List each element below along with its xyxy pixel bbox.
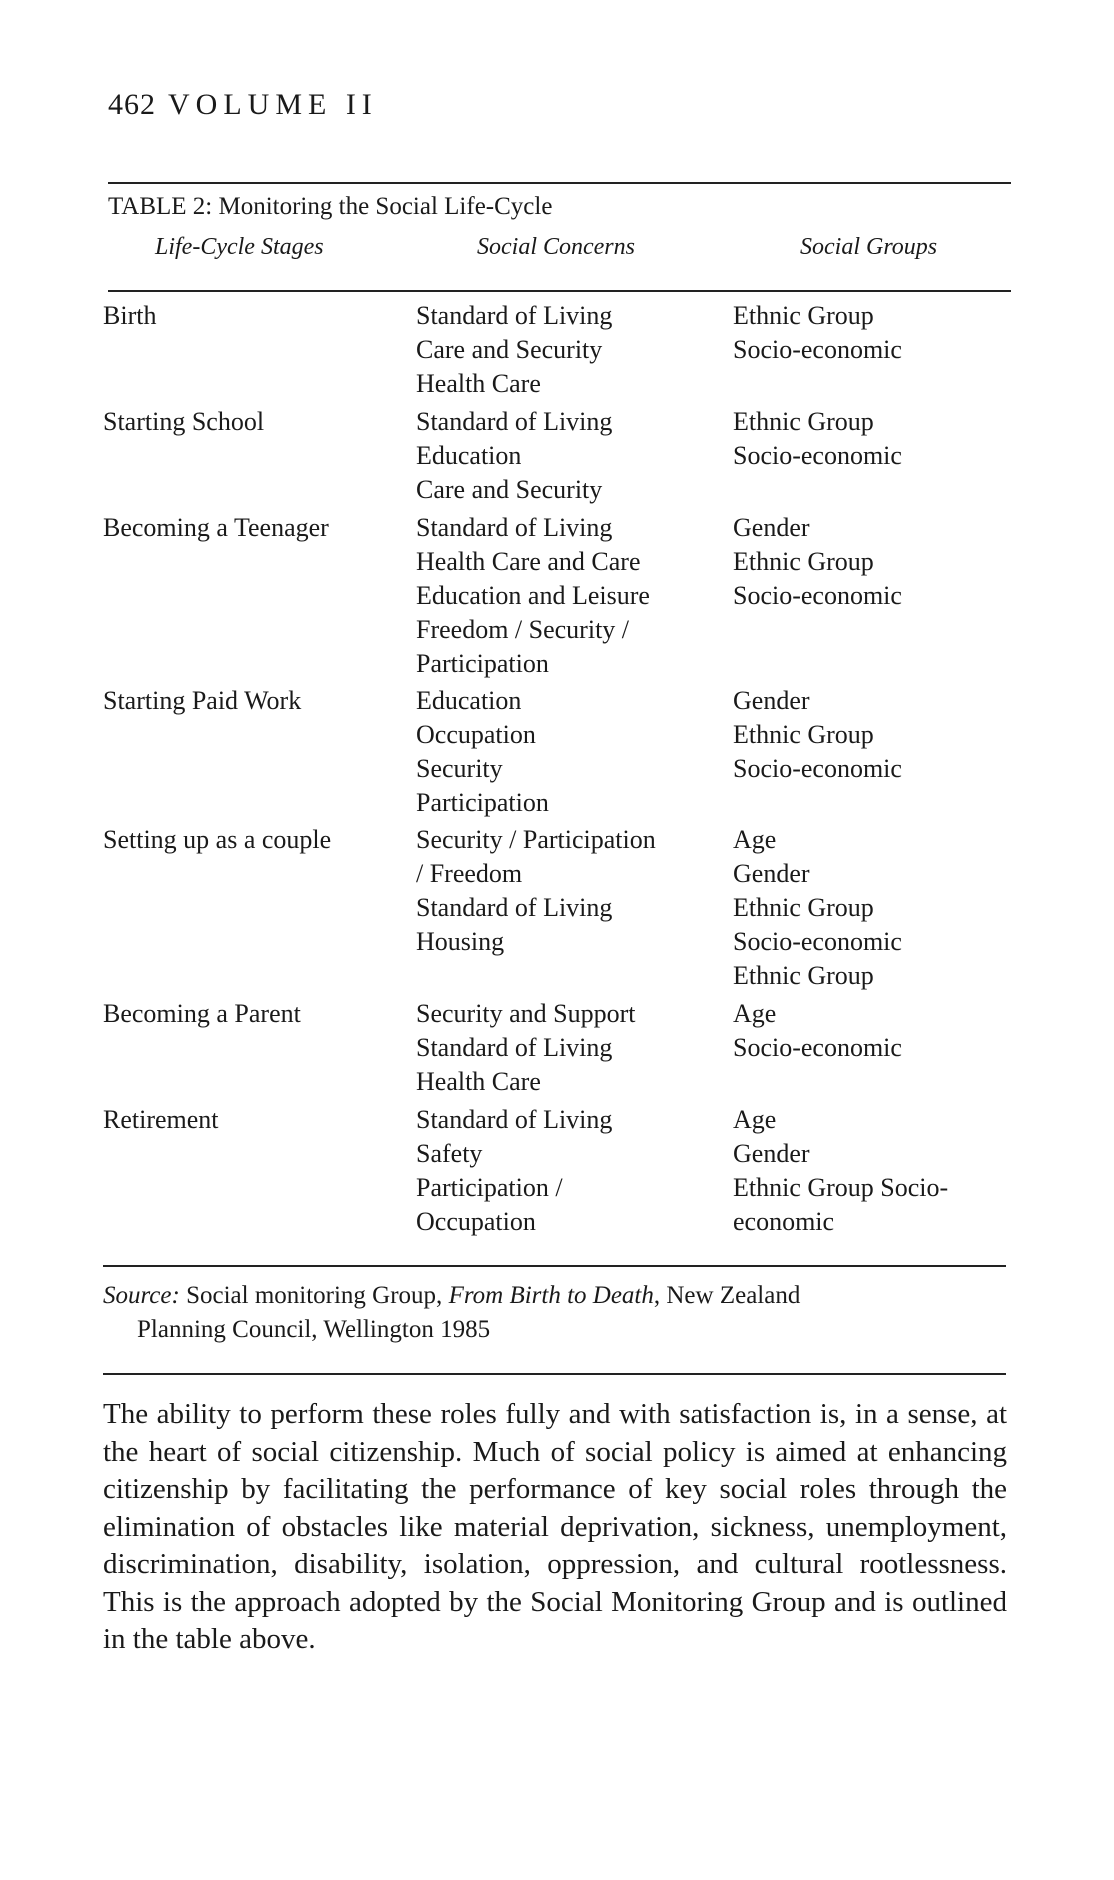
groups-cell bbox=[733, 405, 902, 473]
concern-line: Freedom / Security / bbox=[416, 615, 630, 644]
stage-cell bbox=[103, 1103, 219, 1137]
group-line: Ethnic Group bbox=[733, 407, 874, 436]
stage-text: Becoming a Teenager bbox=[103, 513, 329, 542]
stage-cell bbox=[103, 997, 301, 1031]
group-line: Gender bbox=[733, 686, 810, 715]
source-continuation: Planning Council, Wellington 1985 bbox=[137, 1316, 491, 1343]
concern-line: Education bbox=[416, 441, 522, 470]
concern-line: Housing bbox=[416, 927, 505, 956]
group-line: Socio-economic bbox=[733, 754, 902, 783]
concern-line: Standard of Living bbox=[416, 893, 613, 922]
body-paragraph: The ability to perform these roles fully and with satisfaction is, in a sense, at the heart of social citizenship. Much of social policy is aimed at enhancing citizenship by facilitating the performance of key social roles through the elimination of obstacles like material deprivation, sickness, unemployment, discrimination, disability, isolation, oppression, and cultural rootlessness. This is the approach adopted by the Social Monitoring Group and is outlined in the table above. bbox=[103, 1398, 1007, 1655]
groups-cell bbox=[733, 511, 902, 613]
stage-text: Becoming a Parent bbox=[103, 999, 301, 1028]
group-line: Ethnic Group bbox=[733, 547, 874, 576]
group-line: Socio-economic bbox=[733, 441, 902, 470]
concerns-cell bbox=[416, 1103, 612, 1239]
page-number: 462 bbox=[108, 88, 156, 121]
stage-text: Birth bbox=[103, 301, 157, 330]
concern-line: Security / Participation bbox=[416, 825, 656, 854]
concern-line: Education and Leisure bbox=[416, 581, 650, 610]
volume-label: VOLUME II bbox=[168, 88, 378, 121]
group-line: Socio-economic bbox=[733, 335, 902, 364]
concern-line: Standard of Living bbox=[416, 301, 613, 330]
concern-line: Security bbox=[416, 754, 503, 783]
group-line: Socio-economic bbox=[733, 1033, 902, 1062]
concerns-cell bbox=[416, 823, 656, 959]
concern-line: Health Care bbox=[416, 369, 541, 398]
table-bottom-rule bbox=[103, 1265, 1006, 1267]
concern-line: Participation bbox=[416, 649, 549, 678]
group-line: Gender bbox=[733, 1139, 810, 1168]
table-source-note bbox=[103, 1279, 800, 1347]
concern-line: Standard of Living bbox=[416, 513, 613, 542]
stage-text: Starting School bbox=[103, 407, 265, 436]
group-line: economic bbox=[733, 1207, 835, 1236]
concern-line: Health Care bbox=[416, 1067, 541, 1096]
column-header-concerns: Social Concerns bbox=[477, 234, 635, 260]
group-line: Ethnic Group bbox=[733, 720, 874, 749]
group-line: Gender bbox=[733, 513, 810, 542]
source-text-before: Social monitoring Group, bbox=[179, 1282, 449, 1309]
groups-cell bbox=[733, 823, 902, 993]
group-line: Socio-economic bbox=[733, 581, 902, 610]
running-header bbox=[108, 88, 378, 122]
concerns-cell bbox=[416, 684, 549, 820]
group-line: Age bbox=[733, 1105, 777, 1134]
concern-line: / Freedom bbox=[416, 859, 523, 888]
stage-cell bbox=[103, 405, 264, 439]
concern-line: Occupation bbox=[416, 720, 536, 749]
group-line: Ethnic Group Socio- bbox=[733, 1173, 949, 1202]
groups-cell bbox=[733, 997, 902, 1065]
concern-line: Education bbox=[416, 686, 522, 715]
group-line: Ethnic Group bbox=[733, 893, 874, 922]
group-line: Ethnic Group bbox=[733, 301, 874, 330]
concerns-cell bbox=[416, 511, 650, 681]
concern-line: Participation / bbox=[416, 1173, 563, 1202]
table-top-rule bbox=[108, 182, 1011, 184]
source-work-title: From Birth to Death bbox=[448, 1282, 654, 1309]
source-text-after: , New Zealand bbox=[653, 1282, 801, 1309]
concern-line: Security and Support bbox=[416, 999, 636, 1028]
group-line: Ethnic Group bbox=[733, 961, 874, 990]
groups-cell bbox=[733, 299, 902, 367]
groups-cell bbox=[733, 1103, 948, 1239]
group-line: Socio-economic bbox=[733, 927, 902, 956]
stage-cell bbox=[103, 511, 329, 545]
concerns-cell bbox=[416, 405, 612, 507]
source-label: Source: bbox=[103, 1282, 180, 1309]
stage-cell bbox=[103, 684, 301, 718]
concerns-cell bbox=[416, 997, 636, 1099]
column-header-groups: Social Groups bbox=[800, 234, 938, 260]
concern-line: Occupation bbox=[416, 1207, 536, 1236]
concern-line: Care and Security bbox=[416, 335, 603, 364]
stage-text: Setting up as a couple bbox=[103, 825, 332, 854]
table-header-rule bbox=[108, 290, 1011, 292]
concern-line: Participation bbox=[416, 788, 549, 817]
column-header-stages: Life-Cycle Stages bbox=[155, 234, 324, 260]
group-line: Age bbox=[733, 999, 777, 1028]
stage-cell bbox=[103, 823, 331, 857]
stage-cell bbox=[103, 299, 156, 333]
stage-text: Starting Paid Work bbox=[103, 686, 302, 715]
groups-cell bbox=[733, 684, 902, 786]
stage-text: Retirement bbox=[103, 1105, 219, 1134]
source-bottom-rule bbox=[103, 1373, 1006, 1375]
concern-line: Care and Security bbox=[416, 475, 603, 504]
concern-line: Standard of Living bbox=[416, 407, 613, 436]
concerns-cell bbox=[416, 299, 612, 401]
group-line: Gender bbox=[733, 859, 810, 888]
table-title: TABLE 2: Monitoring the Social Life-Cycle bbox=[108, 193, 553, 220]
concern-line: Standard of Living bbox=[416, 1105, 613, 1134]
group-line: Age bbox=[733, 825, 777, 854]
concern-line: Health Care and Care bbox=[416, 547, 641, 576]
concern-line: Standard of Living bbox=[416, 1033, 613, 1062]
concern-line: Safety bbox=[416, 1139, 483, 1168]
